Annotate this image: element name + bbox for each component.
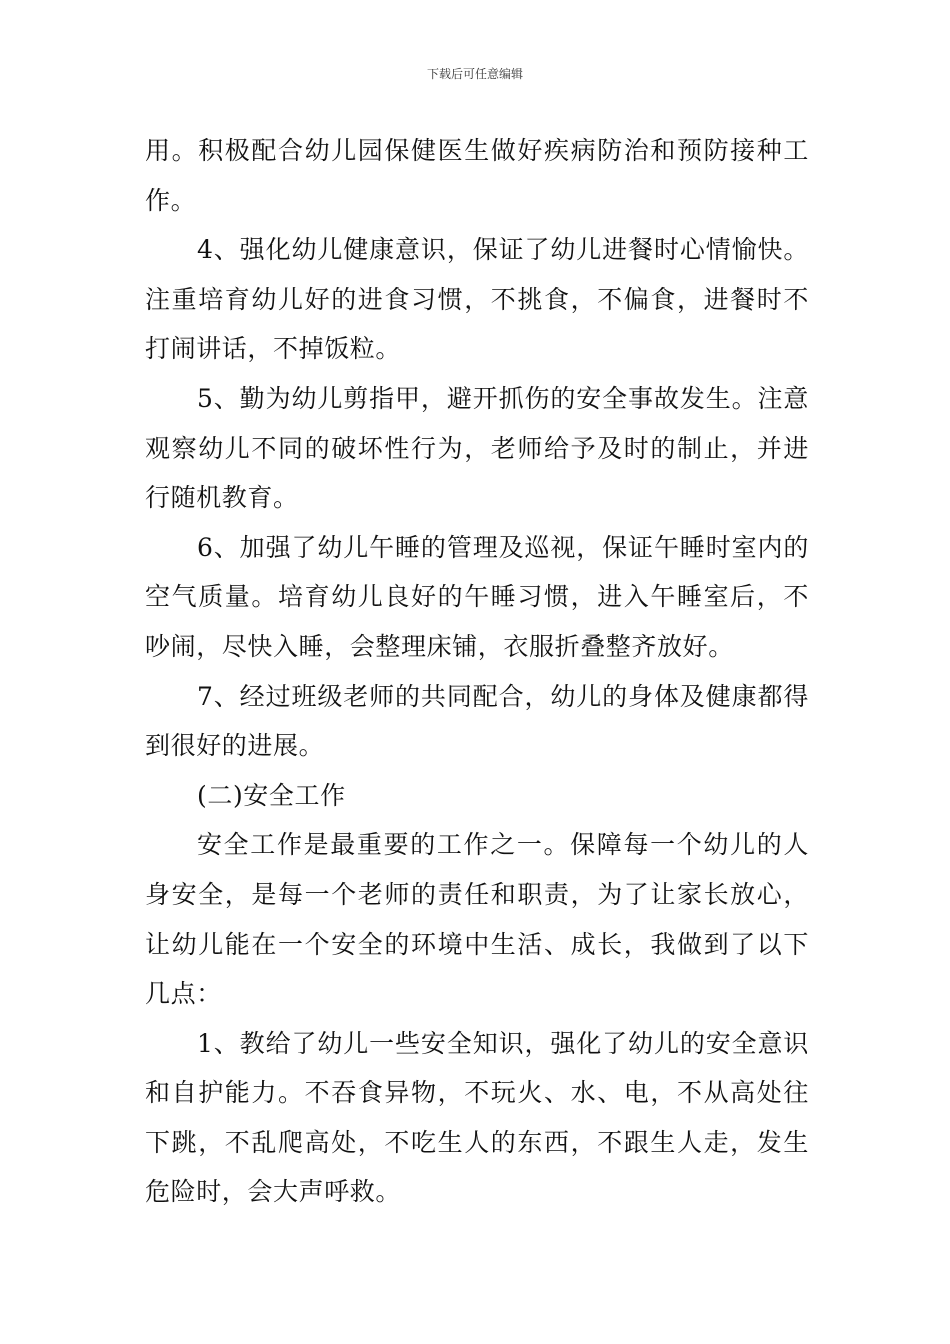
page-header: 下载后可任意编辑 xyxy=(426,67,523,81)
paragraph-item-4: 4、强化幼儿健康意识，保证了幼儿进餐时心情愉快。注重培育幼儿好的进食习惯，不挑食，不偏食，进餐时不打闹讲话，不掉饭粒。 xyxy=(145,235,809,364)
paragraph-continuation: 用。积极配合幼儿园保健医生做好疾病防治和预防接种工作。 xyxy=(145,136,809,215)
paragraph-item-6: 6、加强了幼儿午睡的管理及巡视，保证午睡时室内的空气质量。培育幼儿良好的午睡习惯，进入午睡室后，不吵闹，尽快入睡，会整理床铺，衣服折叠整齐放好。 xyxy=(145,532,809,661)
paragraph-safety-item-1: 1、教给了幼儿一些安全知识，强化了幼儿的安全意识和自护能力。不吞食异物，不玩火、水、电，不从高处往下跳，不乱爬高处，不吃生人的东西，不跟生人走，发生危险时，会大声呼救。 xyxy=(145,1028,809,1207)
paragraph-item-5: 5、勤为幼儿剪指甲，避开抓伤的安全事故发生。注意观察幼儿不同的破坏性行为，老师给予及时的制止，并进行随机教育。 xyxy=(145,383,809,513)
paragraph-item-7: 7、经过班级老师的共同配合，幼儿的身体及健康都得到很好的进展。 xyxy=(145,681,809,761)
section-heading-safety: (二)安全工作 xyxy=(197,780,346,810)
paragraph-safety-intro: 安全工作是最重要的工作之一。保障每一个幼儿的人身安全，是每一个老师的责任和职责，为了让家长放心，让幼儿能在一个安全的环境中生活、成长，我做到了以下几点： xyxy=(145,830,809,1009)
document-body xyxy=(145,126,809,1217)
